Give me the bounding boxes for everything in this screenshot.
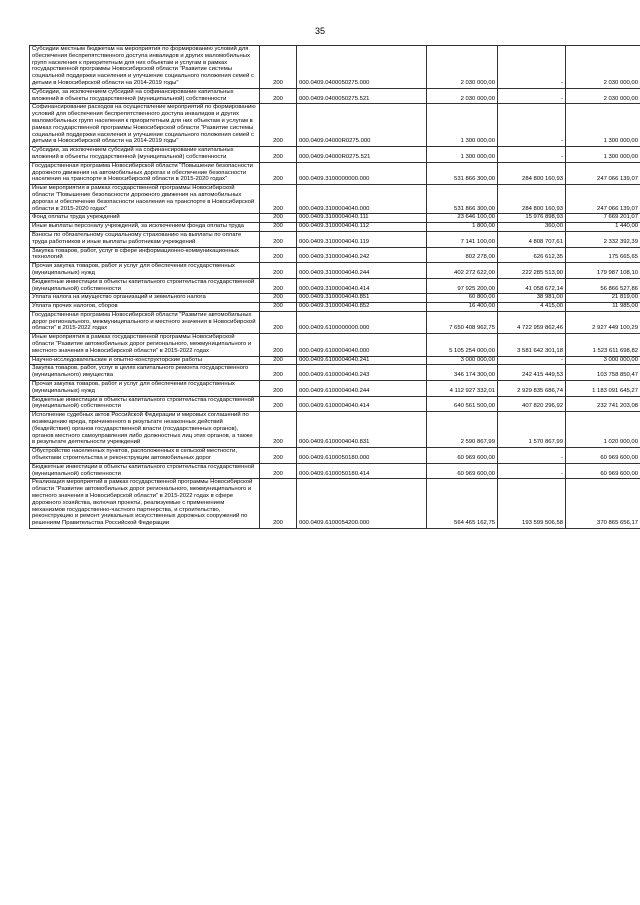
row-remaining-amount-cell: 56 866 527,86 <box>566 278 640 294</box>
row-approved-amount-cell: 97 925 200,00 <box>427 278 498 294</box>
row-admin-code-cell: 200 <box>260 448 297 464</box>
budget-execution-table <box>29 45 640 529</box>
row-admin-code-cell: 200 <box>260 294 297 303</box>
row-name-cell: Фонд оплаты труда учреждений <box>30 214 260 223</box>
row-admin-code-cell: 200 <box>260 231 297 247</box>
row-admin-code-cell: 200 <box>260 396 297 412</box>
row-name-cell: Взносы по обязательному социальному страхованию на выплаты по оплате труда работников и иные выплаты работникам учреждений <box>30 231 260 247</box>
table-body <box>30 46 640 529</box>
row-approved-amount-cell: 23 646 100,00 <box>427 214 498 223</box>
row-remaining-amount-cell: 247 066 139,07 <box>566 162 640 184</box>
table-row <box>30 88 640 104</box>
row-name-cell: Закупка товаров, работ, услуг в сфере информационно-коммуникационных технологий <box>30 247 260 263</box>
row-executed-amount-cell: 41 058 672,14 <box>498 278 566 294</box>
row-admin-code-cell: 200 <box>260 46 297 89</box>
row-remaining-amount-cell: 60 969 600,00 <box>566 448 640 464</box>
row-executed-amount-cell: 4 415,00 <box>498 303 566 312</box>
row-name-cell: Прочая закупка товаров, работ и услуг для обеспечения государственных (муниципальных) нужд <box>30 381 260 397</box>
row-executed-amount-cell: 193 599 506,58 <box>498 479 566 529</box>
row-executed-amount-cell: 284 800 160,93 <box>498 162 566 184</box>
row-name-cell: Субсидии, за исключением субсидий на софинансирование капитальных вложений в объекты государственной (муниципальной) собственности <box>30 88 260 104</box>
row-classification-code-cell: 000.0409.6100000000.000 <box>297 311 427 333</box>
table-row <box>30 334 640 356</box>
row-admin-code-cell: 200 <box>260 311 297 333</box>
row-name-cell: Обустройство населенных пунктов, расположенных в сельской местности, объектами строительства и реконструкции автомобильных дорог <box>30 448 260 464</box>
row-classification-code-cell: 000.0409.6100004040.243 <box>297 365 427 381</box>
row-classification-code-cell: 000.0409.6100004040.831 <box>297 412 427 448</box>
row-remaining-amount-cell: 60 969 600,00 <box>566 463 640 479</box>
row-remaining-amount-cell: 103 758 850,47 <box>566 365 640 381</box>
table-row <box>30 247 640 263</box>
row-executed-amount-cell: - <box>498 463 566 479</box>
row-approved-amount-cell: 7 650 408 962,75 <box>427 311 498 333</box>
row-executed-amount-cell: 284 800 160,93 <box>498 185 566 214</box>
table-row <box>30 214 640 223</box>
row-remaining-amount-cell: 232 741 203,08 <box>566 396 640 412</box>
row-approved-amount-cell: 16 400,00 <box>427 303 498 312</box>
row-classification-code-cell: 000.0409.3100004040.852 <box>297 303 427 312</box>
row-name-cell: Закупка товаров, работ, услуг в целях капитального ремонта государственного (муниципального) имущества <box>30 365 260 381</box>
row-executed-amount-cell: 222 285 513,90 <box>498 263 566 279</box>
row-name-cell: Реализация мероприятий в рамках государственной программы Новосибирской области "Развитие автомобильных дорог регионального, межмуниципального и местного значения в Новосибирской области" в 2015-2022 годах в сфере дорожного хозяйства, включая проекты, реализуемые с применением механизмов государственно-частного партнерства, и строительство, реконструкцию и ремонт уникальных искусственных дорожных сооружений по решениям Правительства Российской Федерации <box>30 479 260 529</box>
table-row <box>30 147 640 163</box>
table-row <box>30 365 640 381</box>
row-name-cell: Бюджетные инвестиции в объекты капитального строительства государственной (муниципальной) собственности <box>30 396 260 412</box>
row-executed-amount-cell: - <box>498 46 566 89</box>
row-classification-code-cell: 000.0409.6100004040.000 <box>297 334 427 356</box>
row-admin-code-cell: 200 <box>260 334 297 356</box>
row-approved-amount-cell: 1 800,00 <box>427 223 498 232</box>
row-approved-amount-cell: 802 278,00 <box>427 247 498 263</box>
row-remaining-amount-cell: 1 020 000,00 <box>566 412 640 448</box>
row-admin-code-cell: 200 <box>260 223 297 232</box>
row-remaining-amount-cell: 11 985,00 <box>566 303 640 312</box>
row-approved-amount-cell: 2 030 000,00 <box>427 46 498 89</box>
row-approved-amount-cell: 7 141 100,00 <box>427 231 498 247</box>
row-classification-code-cell: 000.0409.3100004040.112 <box>297 223 427 232</box>
table-row <box>30 223 640 232</box>
row-remaining-amount-cell: 175 665,65 <box>566 247 640 263</box>
row-remaining-amount-cell: 3 000 000,00 <box>566 356 640 365</box>
row-approved-amount-cell: 60 969 600,00 <box>427 463 498 479</box>
row-name-cell: Государственная программа Новосибирской области "Развитие автомобильных дорог регионального, межмуниципального и местного значения в Новосибирской области" в 2015-2022 годах <box>30 311 260 333</box>
row-remaining-amount-cell: 1 300 000,00 <box>566 147 640 163</box>
row-remaining-amount-cell: 247 066 139,07 <box>566 185 640 214</box>
row-remaining-amount-cell: 1 300 000,00 <box>566 104 640 147</box>
row-executed-amount-cell: 2 929 835 686,74 <box>498 381 566 397</box>
row-remaining-amount-cell: 21 819,00 <box>566 294 640 303</box>
row-approved-amount-cell: 2 030 000,00 <box>427 88 498 104</box>
row-approved-amount-cell: 564 465 162,75 <box>427 479 498 529</box>
row-name-cell: Иные выплаты персоналу учреждений, за исключением фонда оплаты труда <box>30 223 260 232</box>
row-admin-code-cell: 200 <box>260 147 297 163</box>
row-admin-code-cell: 200 <box>260 381 297 397</box>
row-classification-code-cell: 000.0409.3100004040.119 <box>297 231 427 247</box>
row-executed-amount-cell: - <box>498 356 566 365</box>
row-remaining-amount-cell: 2 332 392,39 <box>566 231 640 247</box>
row-name-cell: Бюджетные инвестиции в объекты капитального строительства государственной (муниципальной) собственности <box>30 463 260 479</box>
table-row <box>30 463 640 479</box>
row-classification-code-cell: 000.0409.6100050180.414 <box>297 463 427 479</box>
row-approved-amount-cell: 3 000 000,00 <box>427 356 498 365</box>
row-admin-code-cell: 200 <box>260 263 297 279</box>
row-approved-amount-cell: 60 969 600,00 <box>427 448 498 464</box>
row-executed-amount-cell: - <box>498 88 566 104</box>
row-approved-amount-cell: 2 590 867,99 <box>427 412 498 448</box>
row-admin-code-cell: 200 <box>260 185 297 214</box>
row-classification-code-cell: 000.0409.3100004040.414 <box>297 278 427 294</box>
row-approved-amount-cell: 1 300 000,00 <box>427 104 498 147</box>
row-remaining-amount-cell: 2 030 000,00 <box>566 46 640 89</box>
row-remaining-amount-cell: 2 030 000,00 <box>566 88 640 104</box>
row-admin-code-cell: 200 <box>260 104 297 147</box>
row-executed-amount-cell: 626 612,35 <box>498 247 566 263</box>
row-approved-amount-cell: 531 866 300,00 <box>427 185 498 214</box>
row-admin-code-cell: 200 <box>260 479 297 529</box>
row-classification-code-cell: 000.0409.6100004040.414 <box>297 396 427 412</box>
row-executed-amount-cell: 4 722 959 862,46 <box>498 311 566 333</box>
table-row <box>30 46 640 89</box>
row-name-cell: Уплата налога на имущество организаций и земельного налога <box>30 294 260 303</box>
row-admin-code-cell: 200 <box>260 214 297 223</box>
row-classification-code-cell: 000.0409.0400050275.000 <box>297 46 427 89</box>
row-executed-amount-cell: - <box>498 147 566 163</box>
row-admin-code-cell: 200 <box>260 412 297 448</box>
row-approved-amount-cell: 60 800,00 <box>427 294 498 303</box>
row-classification-code-cell: 000.0409.04000R0275.000 <box>297 104 427 147</box>
row-approved-amount-cell: 640 561 500,00 <box>427 396 498 412</box>
row-executed-amount-cell: 360,00 <box>498 223 566 232</box>
table-row <box>30 412 640 448</box>
row-name-cell: Иные мероприятия в рамках государственной программы Новосибирской области "Повышение безопасности дорожного движения на автомобильных дорогах и обеспечение безопасности населения на транспорте в Новосибирской области в 2015-2020 годах" <box>30 185 260 214</box>
table-row <box>30 278 640 294</box>
row-name-cell: Субсидии, за исключением субсидий на софинансирование капитальных вложений в объекты государственной (муниципальной) собственности <box>30 147 260 163</box>
row-remaining-amount-cell: 2 927 449 100,29 <box>566 311 640 333</box>
row-approved-amount-cell: 531 866 300,00 <box>427 162 498 184</box>
table-row <box>30 479 640 529</box>
row-executed-amount-cell: 3 581 642 301,18 <box>498 334 566 356</box>
row-classification-code-cell: 000.0409.3100004040.244 <box>297 263 427 279</box>
row-remaining-amount-cell: 1 440,00 <box>566 223 640 232</box>
row-admin-code-cell: 200 <box>260 162 297 184</box>
table-row <box>30 311 640 333</box>
row-name-cell: Научно-исследовательские и опытно-конструкторские работы <box>30 356 260 365</box>
row-approved-amount-cell: 346 174 300,00 <box>427 365 498 381</box>
row-name-cell: Софинансирование расходов на осуществление мероприятий по формированию условий для обеспечения беспрепятственного доступа инвалидов и других маломобильных групп населения к приоритетным для них объектам и услугам в рамках государственной программы Новосибирской области "Развитие системы социальной поддержки населения и улучшение социального положения семей с детьми в Новосибирской области на 2014-2019 годы" <box>30 104 260 147</box>
row-executed-amount-cell: 38 981,00 <box>498 294 566 303</box>
row-admin-code-cell: 200 <box>260 463 297 479</box>
row-admin-code-cell: 200 <box>260 278 297 294</box>
row-admin-code-cell: 200 <box>260 365 297 381</box>
row-remaining-amount-cell: 370 865 656,17 <box>566 479 640 529</box>
row-executed-amount-cell: 407 820 296,92 <box>498 396 566 412</box>
row-name-cell: Исполнение судебных актов Российской Федерации и мировых соглашений по возмещению вреда, причиненного в результате незаконных действий (бездействия) органов государственной власти (государственных органов), органов местного самоуправления либо должностных лиц этих органов, а также в результате деятельности учреждений <box>30 412 260 448</box>
row-classification-code-cell: 000.0409.3100000000.000 <box>297 162 427 184</box>
table-row <box>30 294 640 303</box>
row-executed-amount-cell: 15 976 898,93 <box>498 214 566 223</box>
table-row <box>30 396 640 412</box>
row-classification-code-cell: 000.0409.3100004040.851 <box>297 294 427 303</box>
table-row <box>30 303 640 312</box>
row-executed-amount-cell: - <box>498 104 566 147</box>
row-approved-amount-cell: 402 272 622,00 <box>427 263 498 279</box>
table-row <box>30 381 640 397</box>
row-remaining-amount-cell: 179 987 108,10 <box>566 263 640 279</box>
row-classification-code-cell: 000.0409.3100004040.111 <box>297 214 427 223</box>
row-name-cell: Государственная программа Новосибирской области "Повышение безопасности дорожного движения на автомобильных дорогах и обеспечение безопасности населения на транспорте в Новосибирской области в 2015-2020 годах" <box>30 162 260 184</box>
row-admin-code-cell: 200 <box>260 88 297 104</box>
row-name-cell: Прочая закупка товаров, работ и услуг для обеспечения государственных (муниципальных) нужд <box>30 263 260 279</box>
table-row <box>30 162 640 184</box>
table-row <box>30 448 640 464</box>
row-name-cell: Иные мероприятия в рамках государственной программы Новосибирской области "Развитие автомобильных дорог регионального, межмуниципального и местного значения в Новосибирской области" в 2015-2022 годах <box>30 334 260 356</box>
row-classification-code-cell: 000.0409.04000R0275.521 <box>297 147 427 163</box>
table-row <box>30 263 640 279</box>
row-approved-amount-cell: 4 112 927 332,01 <box>427 381 498 397</box>
row-classification-code-cell: 000.0409.3100004040.000 <box>297 185 427 214</box>
row-admin-code-cell: 200 <box>260 356 297 365</box>
row-classification-code-cell: 000.0409.6100004040.241 <box>297 356 427 365</box>
row-classification-code-cell: 000.0409.6100050180.000 <box>297 448 427 464</box>
row-name-cell: Уплата прочих налогов, сборов <box>30 303 260 312</box>
row-remaining-amount-cell: 1 523 611 698,82 <box>566 334 640 356</box>
table-row <box>30 231 640 247</box>
table-row <box>30 356 640 365</box>
row-admin-code-cell: 200 <box>260 247 297 263</box>
row-name-cell: Субсидии местным бюджетам на мероприятия по формированию условий для обеспечения беспрепятственного доступа инвалидов и других маломобильных групп населения к приоритетным для них объектам и услугам в рамках государственной программы Новосибирской области "Развитие системы социальной поддержки населения и улучшение социального положения семей с детьми в Новосибирской области на 2014-2019 годы" <box>30 46 260 89</box>
table-row <box>30 104 640 147</box>
row-approved-amount-cell: 1 300 000,00 <box>427 147 498 163</box>
row-admin-code-cell: 200 <box>260 303 297 312</box>
row-classification-code-cell: 000.0409.6100004040.244 <box>297 381 427 397</box>
page-number: 35 <box>314 26 325 36</box>
row-executed-amount-cell: 1 570 867,99 <box>498 412 566 448</box>
row-classification-code-cell: 000.0409.0400050275.521 <box>297 88 427 104</box>
row-classification-code-cell: 000.0409.6100054200.000 <box>297 479 427 529</box>
row-approved-amount-cell: 5 105 254 000,00 <box>427 334 498 356</box>
row-name-cell: Бюджетные инвестиции в объекты капитального строительства государственной (муниципальной) собственности <box>30 278 260 294</box>
row-remaining-amount-cell: 1 183 091 645,27 <box>566 381 640 397</box>
row-classification-code-cell: 000.0409.3100004040.242 <box>297 247 427 263</box>
row-executed-amount-cell: - <box>498 448 566 464</box>
table-row <box>30 185 640 214</box>
row-executed-amount-cell: 4 808 707,61 <box>498 231 566 247</box>
row-executed-amount-cell: 242 415 449,53 <box>498 365 566 381</box>
row-remaining-amount-cell: 7 669 201,07 <box>566 214 640 223</box>
